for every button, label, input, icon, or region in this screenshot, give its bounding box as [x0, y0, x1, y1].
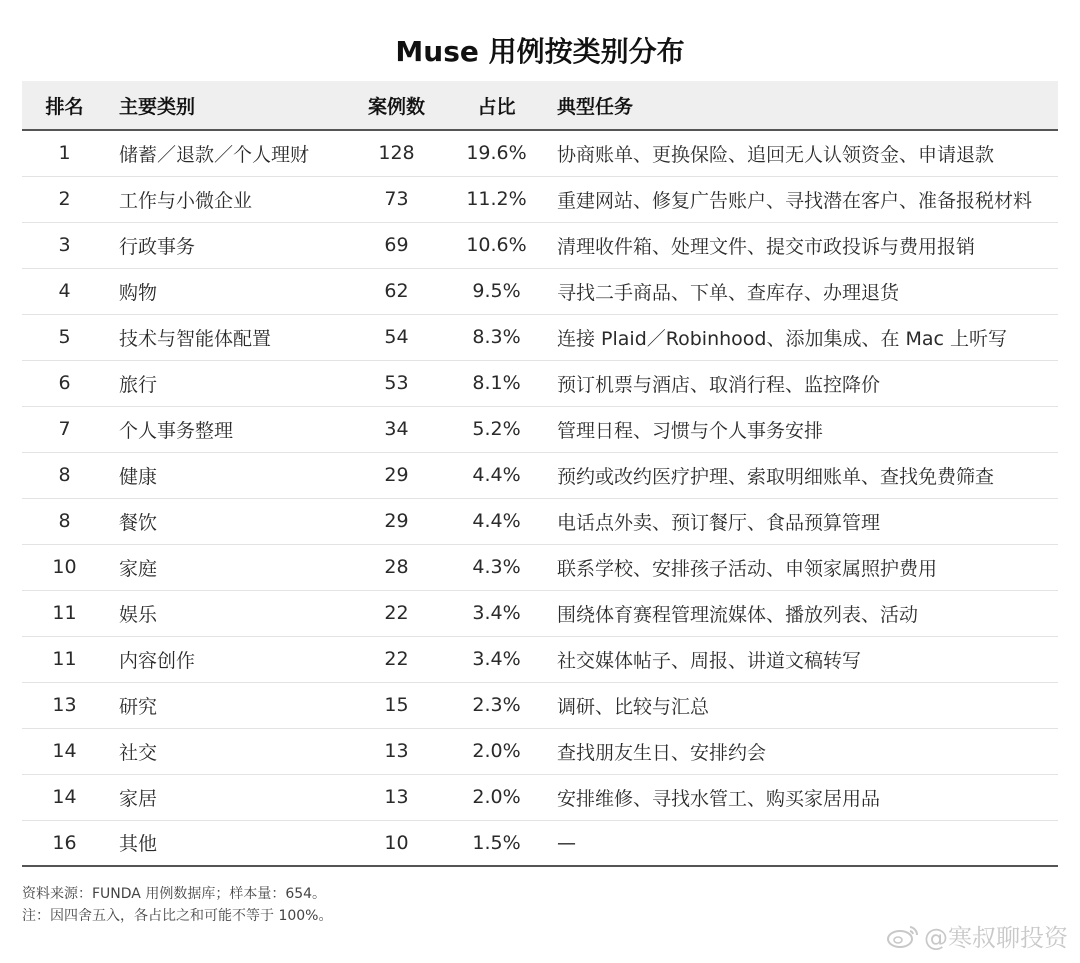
header-category: 主要类别: [107, 81, 349, 130]
table-row: [22, 130, 1058, 176]
cell-tasks: 调研、比较与汇总: [557, 695, 710, 718]
cell-count: 54: [384, 326, 409, 348]
cell-count: 62: [384, 280, 409, 302]
table-row: [22, 544, 1058, 590]
cell-share: 2.0%: [472, 740, 521, 762]
cell-category: 研究: [119, 695, 158, 718]
page-title: Muse 用例按类别分布: [395, 35, 685, 68]
cell-rank: 16: [52, 831, 77, 854]
cell-count: 69: [384, 234, 409, 256]
cell-rank: 14: [52, 786, 77, 808]
cell-rank: 7: [58, 418, 71, 440]
cell-tasks: 寻找二手商品、下单、查库存、办理退货: [557, 281, 900, 304]
cell-tasks: 管理日程、习惯与个人事务安排: [557, 419, 824, 442]
cell-tasks: 联系学校、安排孩子活动、申领家属照护费用: [557, 557, 938, 580]
cell-category: 旅行: [119, 373, 158, 396]
cell-count: 73: [384, 188, 409, 210]
cell-share: 10.6%: [466, 234, 527, 256]
cell-rank: 11: [52, 602, 77, 624]
watermark-text: @寒叔聊投资: [924, 924, 1068, 952]
cell-category: 社交: [119, 741, 158, 764]
cell-category: 娱乐: [119, 603, 158, 626]
cell-share: 8.3%: [472, 326, 521, 348]
cell-tasks: 查找朋友生日、安排约会: [557, 741, 767, 764]
cell-rank: 10: [52, 556, 77, 578]
table-row: [22, 728, 1058, 774]
cell-rank: 8: [58, 464, 71, 486]
table-header: [22, 81, 1058, 130]
category-table: [22, 81, 1058, 867]
cell-tasks: 连接 Plaid／Robinhood、添加集成、在 Mac 上听写: [557, 327, 1008, 350]
cell-count: 22: [384, 602, 409, 624]
cell-category: 其他: [119, 833, 158, 856]
cell-count: 128: [378, 142, 415, 165]
cell-rank: 11: [52, 648, 77, 670]
cell-category: 技术与智能体配置: [119, 327, 272, 350]
table-row: [22, 636, 1058, 682]
cell-count: 13: [384, 786, 409, 808]
cell-share: 3.4%: [472, 648, 521, 670]
cell-rank: 6: [58, 372, 71, 394]
cell-category: 健康: [119, 465, 158, 488]
cell-rank: 1: [58, 142, 71, 165]
cell-share: 2.3%: [472, 694, 521, 716]
table-row: [22, 176, 1058, 222]
header-count: 案例数: [349, 81, 444, 130]
cell-rank: 8: [58, 510, 71, 532]
table-row: [22, 222, 1058, 268]
cell-tasks: 预订机票与酒店、取消行程、监控降价: [557, 373, 881, 396]
cell-category: 工作与小微企业: [119, 189, 253, 212]
cell-rank: 5: [58, 326, 71, 348]
header-rank: 排名: [22, 81, 107, 130]
cell-count: 22: [384, 648, 409, 670]
cell-share: 1.5%: [472, 831, 521, 854]
table-row: [22, 498, 1058, 544]
cell-category: 行政事务: [119, 235, 196, 258]
header-tasks: 典型任务: [549, 81, 1058, 130]
cell-share: 2.0%: [472, 786, 521, 808]
source-note: 资料来源：FUNDA 用例数据库；样本量：654。: [22, 886, 327, 902]
cell-rank: 4: [58, 280, 71, 302]
cell-tasks: 协商账单、更换保险、追回无人认领资金、申请退款: [557, 143, 995, 166]
cell-count: 15: [384, 694, 409, 716]
header-share: 占比: [444, 81, 549, 130]
cell-tasks: 重建网站、修复广告账户、寻找潜在客户、准备报税材料: [557, 189, 1033, 212]
cell-category: 家居: [119, 787, 158, 810]
rounding-note: 注：因四舍五入，各占比之和可能不等于 100%。: [22, 908, 333, 924]
header-row: [22, 81, 1058, 130]
cell-share: 11.2%: [466, 188, 527, 210]
cell-category: 个人事务整理: [119, 419, 234, 442]
cell-share: 4.4%: [472, 510, 521, 532]
cell-share: 8.1%: [472, 372, 521, 394]
cell-count: 13: [384, 740, 409, 762]
table-row: [22, 406, 1058, 452]
cell-category: 购物: [119, 281, 158, 304]
cell-rank: 3: [58, 234, 71, 256]
cell-count: 34: [384, 418, 409, 440]
weibo-icon: [886, 923, 920, 949]
cell-category: 餐饮: [119, 511, 158, 534]
cell-tasks: 安排维修、寻找水管工、购买家居用品: [557, 787, 881, 810]
table-row: [22, 774, 1058, 820]
cell-share: 3.4%: [472, 602, 521, 624]
table-row: [22, 820, 1058, 866]
cell-count: 10: [384, 831, 409, 854]
cell-rank: 2: [58, 188, 71, 210]
footer: [22, 883, 332, 927]
cell-tasks: 预约或改约医疗护理、索取明细账单、查找免费筛查: [557, 465, 995, 488]
table-row: [22, 314, 1058, 360]
cell-rank: 13: [52, 694, 77, 716]
cell-rank: 14: [52, 740, 77, 762]
cell-tasks: 电话点外卖、预订餐厅、食品预算管理: [557, 511, 881, 534]
cell-tasks: 清理收件箱、处理文件、提交市政投诉与费用报销: [557, 235, 976, 258]
cell-tasks: —: [557, 831, 576, 854]
cell-share: 4.3%: [472, 556, 521, 578]
cell-share: 4.4%: [472, 464, 521, 486]
cell-category: 家庭: [119, 557, 158, 580]
cell-share: 5.2%: [472, 418, 521, 440]
cell-count: 53: [384, 372, 409, 394]
table-row: [22, 682, 1058, 728]
watermark: [886, 918, 1068, 953]
cell-category: 内容创作: [119, 649, 196, 672]
table-row: [22, 360, 1058, 406]
cell-tasks: 社交媒体帖子、周报、讲道文稿转写: [557, 649, 862, 672]
cell-share: 9.5%: [472, 280, 521, 302]
cell-category: 储蓄／退款／个人理财: [119, 143, 310, 166]
table-body: [22, 130, 1058, 866]
cell-count: 29: [384, 464, 409, 486]
cell-tasks: 围绕体育赛程管理流媒体、播放列表、活动: [557, 603, 919, 626]
category-table-container: [22, 81, 1058, 867]
cell-count: 29: [384, 510, 409, 532]
table-row: [22, 268, 1058, 314]
table-row: [22, 590, 1058, 636]
cell-share: 19.6%: [466, 142, 527, 165]
table-row: [22, 452, 1058, 498]
cell-count: 28: [384, 556, 409, 578]
